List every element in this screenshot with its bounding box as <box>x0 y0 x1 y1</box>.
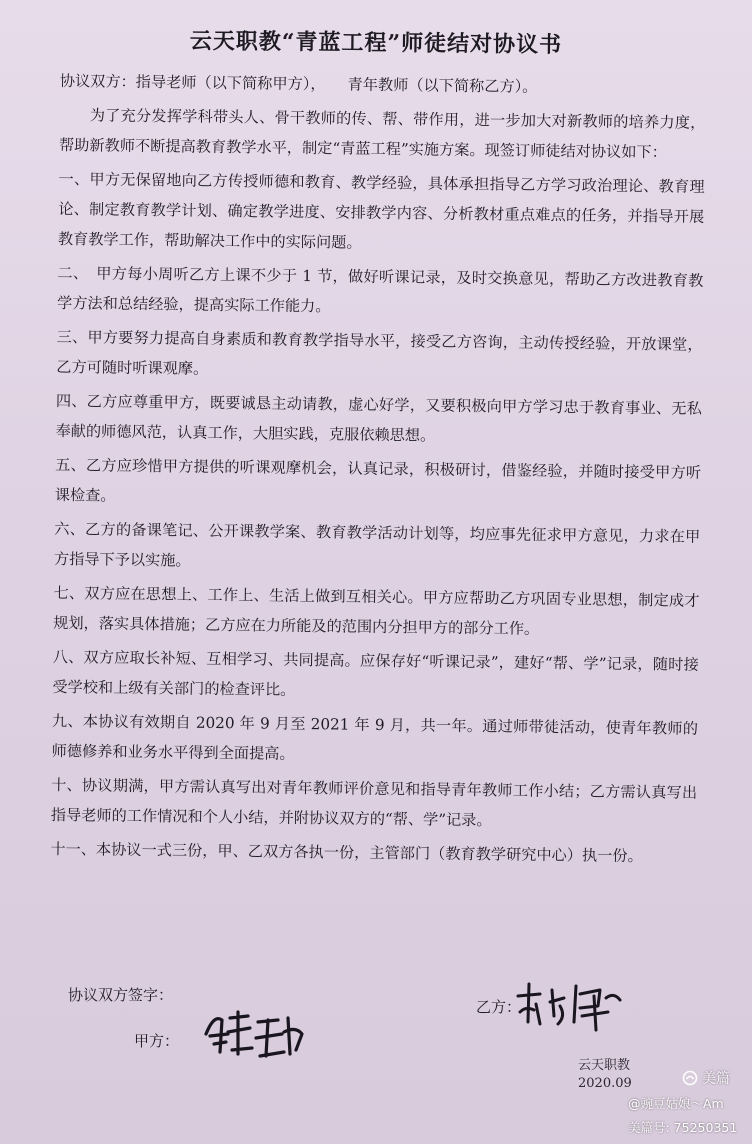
party-b-label: 乙方： <box>476 998 522 1016</box>
clause-5: 五、乙方应珍惜甲方提供的听课观摩机会，认真记录，积极研讨，借鉴经验，并随时接受甲方听课检查。 <box>54 455 702 505</box>
watermark-id: 美篇号: 75250351 <box>628 1120 738 1135</box>
party-a-label: 甲方： <box>134 1032 180 1050</box>
party-a-signature <box>198 1004 308 1066</box>
meipian-logo-icon <box>682 1068 730 1088</box>
watermark-author: @豌豆姑娘～Am <box>628 1096 724 1111</box>
clause-4: 四、乙方应尊重甲方，既要诚恳主动请教，虚心好学，又要积极向甲方学习忠于教育事业、无私奉献的师德风范，认真工作，大胆实践，克服依赖思想。 <box>55 391 702 445</box>
watermark-brand <box>682 1068 730 1089</box>
parties-prefix: 协议双方：指导老师（以下简称甲方）， <box>59 71 326 94</box>
document-title: 云天职教“青蓝工程”师徒结对协议书 <box>189 28 563 58</box>
organization-name: 云天职教 <box>578 1058 631 1073</box>
clause-1: 一、甲方无保留地向乙方传授师德和教育、教学经验，具体承担指导乙方学习政治理论、教育理论、制定教育教学计划、确定教学进度、安排教学内容、分析教材重点难点的任务，并指导开展教育教学工作，帮助解决工作中的实际问题。 <box>57 169 705 252</box>
clause-10: 十、协议期满，甲方需认真写出对青年教师评价意见和指导青年教师工作小结；乙方需认真写出指导老师的工作情况和个人小结，并附协议双方的“帮、学”记录。 <box>50 775 698 830</box>
clause-2: 二、 甲方每小周听乙方上课不少于 1 节，做好听课记录，及时交换意见，帮助乙方改进教育教学方法和总结经验，提高实际工作能力。 <box>56 263 704 316</box>
logo-glyph <box>682 1070 698 1086</box>
clause-8: 八、双方应取长补短、互相学习、共同提高。应保存好“听课记录”，建好“帮、学”记录，随时接受学校和上级有关部门的检查评比。 <box>52 647 699 699</box>
sign-heading: 协议双方签字： <box>68 986 174 1004</box>
watermark-brand-text: 美篇 <box>702 1071 730 1087</box>
clause-7: 七、双方应在思想上、工作上、生活上做到互相关心。甲方应帮助乙方巩固专业思想，制定成才规划，落实具体措施；乙方应在力所能及的范围内分担甲方的部分工作。 <box>53 583 700 638</box>
parties-second: 青年教师（以下简称乙方）。 <box>347 75 538 96</box>
clause-11: 十一、本协议一式三份，甲、乙双方各执一份，主管部门（教育教学研究中心）执一份。 <box>50 839 643 866</box>
party-b-signature <box>510 976 630 1036</box>
clause-6: 六、乙方的备课笔记、公开课教学案、教育教学活动计划等，均应事先征求甲方意见，力求在甲方指导下予以实施。 <box>53 519 701 570</box>
intro-paragraph: 为了充分发挥学科带头人、骨干教师的传、帮、带作用，进一步加大对新教师的培养力度，帮助新教师不断提高教育教学水平，制定“青蓝工程”实施方案。现签订师徒结对协议如下： <box>58 106 706 162</box>
clause-9: 九、本协议有效期自 2020 年 9 月至 2021 年 9 月，共一年。通过师带徒活动，使青年教师的师德修养和业务水平得到全面提高。 <box>51 711 699 763</box>
document-date: 2020.09 <box>578 1076 632 1091</box>
clause-3: 三、甲方要努力提高自身素质和教育教学指导水平，接受乙方咨询，主动传授经验，开放课堂，乙方可随时听课观摩。 <box>56 327 703 378</box>
